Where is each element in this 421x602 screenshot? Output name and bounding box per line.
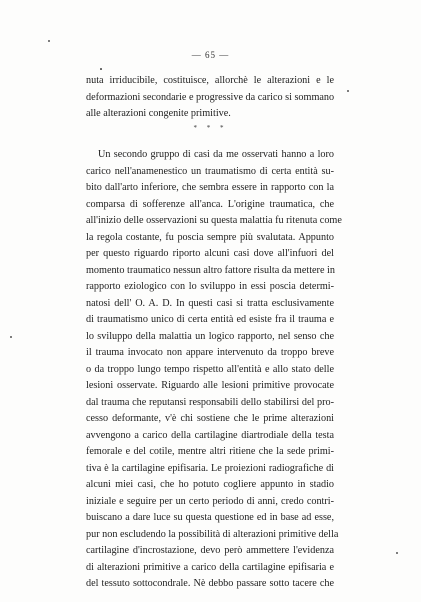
text-line: iniziale e seguire per un certo periodo di anni, credo contri- bbox=[86, 495, 334, 507]
scan-speck bbox=[347, 90, 349, 92]
text-line: dal trauma che reputansi responsabili dello stabilirsi del pro- bbox=[86, 396, 334, 408]
text-line: buiscano a dare luce su questa questione ed in base ad esse, bbox=[86, 512, 334, 523]
text-line: femorale e del cotile, mentre altri ritiene che la sede primi- bbox=[86, 446, 334, 457]
text-line-first bbox=[86, 147, 334, 164]
paragraph-continuation bbox=[86, 73, 334, 123]
text-line: di alterazioni primitive a carico della cartilagine epifisaria e bbox=[86, 561, 334, 573]
text-line: cesso deformante, v'è chi sostiene che le prime alterazioni bbox=[86, 413, 334, 424]
text-line: per questo riguardo riporto alcuni casi dove all'infuori del bbox=[86, 248, 334, 259]
text-line: comparsa di sofferenze all'anca. L'origine traumatica, che bbox=[86, 198, 334, 210]
text-line: natosi dell' O. A. D. In questi casi si tratta esclusivamente bbox=[86, 297, 334, 309]
scan-speck bbox=[10, 336, 12, 338]
text-line: avvengono a carico della cartilagine diartrodiale della testa bbox=[86, 429, 334, 441]
text-line: cartilagine d'incrostazione, devo però ammettere l'evidenza bbox=[86, 545, 334, 556]
text-line: tiva è la cartilagine epifisaria. Le proiezioni radiografiche di bbox=[86, 462, 334, 474]
text-line: il trauma invocato non appare intervenuto da troppo breve bbox=[86, 347, 334, 358]
text-line: all'inizio delle osservazioni su questa malattia fu ritenuta come bbox=[86, 215, 342, 226]
text-line: deformazioni secondarie e progressive da carico si sommano bbox=[86, 91, 335, 103]
text-line: lesioni osservate. Riguardo alle lesioni primitive provocate bbox=[86, 380, 334, 391]
text-line: alcuni miei casi, che ho potuto cogliere appunto in stadio bbox=[86, 479, 334, 490]
scan-speck bbox=[48, 40, 50, 42]
section-separator: * * * bbox=[193, 124, 228, 132]
text-line: nuta irriducibile, costituisce, allorchè le alterazioni e le bbox=[86, 75, 334, 86]
text-line: lo sviluppo della malattia un logico rapporto, nel senso che bbox=[86, 330, 334, 342]
text-line: del tessuto sottocondrale. Nè debbo passare sotto tacere che bbox=[86, 578, 334, 589]
text-line: la regola costante, fu poscia sempre più svalutata. Appunto bbox=[86, 231, 334, 243]
text-line: alle alterazioni congenite primitive. bbox=[86, 108, 231, 119]
text-line: o da troppo lungo tempo rispetto all'entità e allo stato delle bbox=[86, 363, 334, 375]
text-line: bito dall'arto inferiore, che sembra essere in rapporto con la bbox=[86, 182, 334, 193]
scan-speck bbox=[100, 68, 102, 70]
text-line: rapporto eziologico con lo sviluppo in essi poscia determi- bbox=[86, 281, 334, 292]
text-line: carico nell'anamenestico un traumatismo di certa entità su- bbox=[86, 165, 334, 177]
text-line: di traumatismo unico di certa entità ed esiste fra il trauma e bbox=[86, 314, 334, 325]
text-line-content: Un secondo gruppo di casi da me osservati hanno a loro bbox=[98, 149, 334, 160]
scan-speck bbox=[396, 552, 398, 554]
text-line: momento traumatico nessun altro fattore risulta da mettere in bbox=[86, 264, 335, 276]
paragraph-main bbox=[86, 147, 342, 593]
text-line: pur non escludendo la possibilità di alterazioni primitive della bbox=[86, 528, 339, 540]
page-number: — 65 — bbox=[191, 50, 230, 60]
